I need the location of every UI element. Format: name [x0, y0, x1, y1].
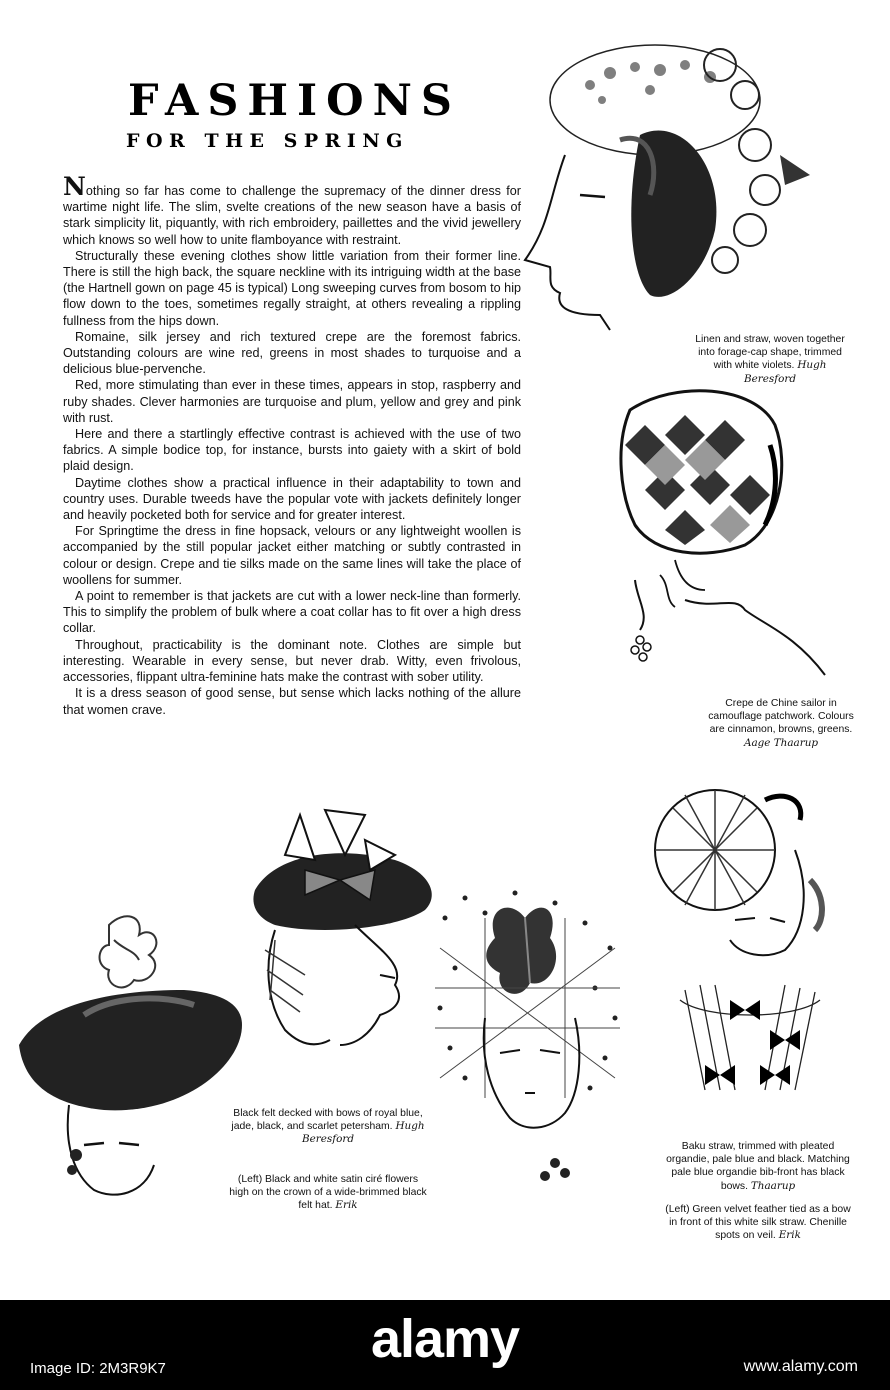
illustration-patchwork-sailor [565, 385, 855, 690]
caption-black-felt [228, 1107, 428, 1147]
caption-green-velvet [660, 1203, 856, 1243]
caption-satin-cire [228, 1173, 428, 1213]
caption-artist: Hugh Beresford [302, 1120, 425, 1146]
alamy-logo: alamy [370, 1309, 520, 1369]
illustration-black-felt-bows [245, 800, 445, 1065]
caption-text: (Left) Green velvet feather tied as a bow in front of this white silk straw. Chenille spots on veil. [665, 1204, 851, 1242]
article-body [63, 172, 521, 718]
caption-artist: Erik [778, 1229, 801, 1242]
article-paragraph: Here and there a startlingly effective contrast is achieved with the use of two fabrics. A simple bodice top, for instance, bursts into gaiety with a skirt of bold plaid design. [63, 427, 521, 474]
article-paragraph: Nothing so far has come to challenge the supremacy of the dinner dress for wartime night life. The slim, svelte creations of the new season have a basis of stark simplicity lit, piquantly, with rich embroidery, paillettes and the vivid jewellery which knows so well how to unite flamboyance with restraint. [63, 172, 521, 247]
caption-crepe-sailor [700, 697, 862, 750]
caption-artist: Thaarup [750, 1179, 796, 1192]
article-paragraph: Structurally these evening clothes show little variation from their former line. There is still the high back, the square neckline with its intriguing width at the base (the Hartnell gown on page 45 is typical) Long sweeping curves from bosom to hip flow down to the toes, sometimes regally straight, at others revealing a rippling fullness from the hips down. [63, 248, 521, 328]
article-paragraph: Romaine, silk jersey and rich textured crepe are the foremost fabrics. Outstanding colours are wine red, greens in most shades to turquoise and a delicious blue-pervenche. [63, 329, 521, 377]
caption-artist: Aage Thaarup [743, 736, 819, 749]
article-paragraph: It is a dress season of good sense, but sense which lacks nothing of the allure that women crave. [63, 686, 521, 717]
article-paragraph: A point to remember is that jackets are cut with a lower neck-line than formerly. This to simplify the problem of bulk where a coat collar has to fit over a high dress collar. [63, 589, 521, 636]
caption-artist: Erik [335, 1199, 358, 1212]
site-url: www.alamy.com [743, 1358, 858, 1375]
caption-text: Crepe de Chine sailor in camouflage patchwork. Colours are cinnamon, browns, greens. [708, 698, 854, 736]
page-title: FASHIONS [128, 76, 461, 126]
article-paragraph: Throughout, practicability is the dominant note. Clothes are simple but interesting. Wearable in every sense, but never drab. Witty, even frivolous, accessories, flippant ultra-feminine hats make the contrast with sober utility. [63, 637, 521, 685]
stock-watermark-bar [0, 1300, 890, 1390]
article-paragraph: For Springtime the dress in fine hopsack, velours or any lightweight woollen is accompanied by the still popular jacket either matching or subtly contrasted in colour or design. Crepe and tie silks made on the same lines will take the place of woollens for summer. [63, 524, 521, 587]
page-subtitle: FOR THE SPRING [126, 130, 409, 152]
caption-text: Baku straw, trimmed with pleated organdie, pale blue and black. Matching pale blue organdie bib-front has black bows. [666, 1141, 850, 1192]
article-paragraph: Daytime clothes show a practical influence in their adaptability to town and country uses. Durable tweeds have the popular vote with jackets definitely longer and heavily pocketed both for service and for greater interest. [63, 475, 521, 523]
image-id: Image ID: 2M3R9K7 [30, 1360, 166, 1377]
illustration-baku-straw [645, 760, 855, 1130]
caption-text: Black felt decked with bows of royal blue, jade, black, and scarlet petersham. [231, 1108, 423, 1133]
caption-text: (Left) Black and white satin ciré flowers high on the crown of a wide-brimmed black felt hat. [229, 1174, 427, 1212]
illustration-feather-veil [425, 878, 635, 1218]
illustration-wide-brim-felt [14, 905, 249, 1235]
caption-baku-straw [660, 1140, 856, 1193]
caption-text: Linen and straw, woven together into forage-cap shape, trimmed with white violets. [695, 334, 845, 372]
article-paragraph: Red, more stimulating than ever in these times, appears in stop, raspberry and ruby shades. Clever harmonies are turquoise and plum, yellow and grey and pink with rust. [63, 378, 521, 425]
illustration-forage-cap [510, 15, 870, 335]
caption-artist: Hugh Beresford [744, 359, 827, 385]
caption-linen-straw [688, 333, 852, 386]
